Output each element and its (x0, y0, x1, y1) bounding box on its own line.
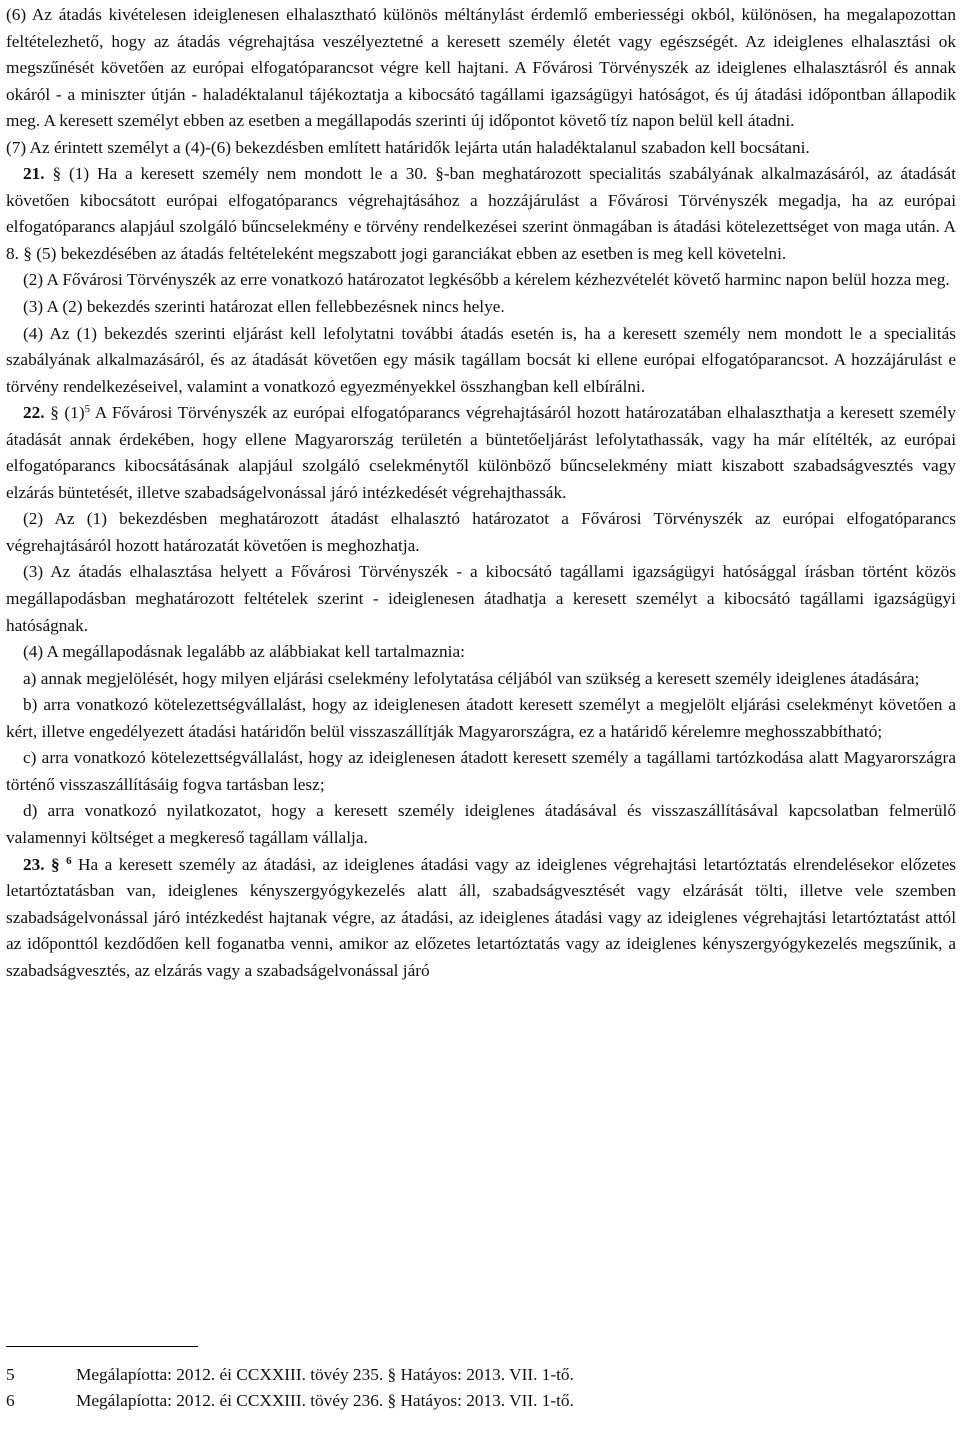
section-number: 22. (23, 403, 45, 423)
paragraph: (3) A (2) bekezdés szerinti határozat ellen fellebbezésnek nincs helye. (23, 297, 505, 317)
footnote (6, 1388, 956, 1414)
section-paragraph (6, 400, 956, 506)
footnote-text: Megálapíotta: 2012. éi CCXXIII. tövéy 235. § Hatáyos: 2013. VII. 1-tő. (76, 1365, 574, 1384)
paragraph: (4) Az (1) bekezdés szerinti eljárást kell lefolytatni további átadás esetén is, ha a keresett személy nem mondott le a specialitás szabályának alkalmazásáról, és az átadását követően egy másik tagállam bocsát ki ellene európai elfogatóparancsot. A hozzájárulást e törvény rendelkezéseivel, valamint a vonatkozó egyezményekkel összhangban kell elbírálni. (6, 323, 956, 396)
section-number: 21. (23, 164, 45, 184)
footnote-number: 6 (6, 1391, 15, 1410)
document-body (6, 2, 956, 984)
paragraph: (3) Az átadás elhalasztása helyett a Fővárosi Törvényszék - a kibocsátó tagállami igazságügyi hatósággal írásban történt közös megállapodásban meghatározott feltételek szerint - ideiglenesen átadhatja a keresett személyt a kibocsátó tagállami igazságügyi hatóságnak. (6, 562, 956, 635)
list-item: a) annak megjelölését, hogy milyen eljárási cselekmény lefolytatása céljából van szükség a keresett személy ideiglenes átadására; (23, 668, 920, 688)
list-item: d) arra vonatkozó nyilatkozatot, hogy a keresett személy ideiglenes átadásával és visszaszállításával kapcsolatban felmerülő valamennyi költséget a megkereső tagállam vállalja. (6, 801, 956, 847)
paragraph: (7) Az érintett személyt a (4)-(6) bekezdésben említett határidők lejárta után haladéktalanul szabadon kell bocsátani. (6, 137, 810, 157)
footnote-ref[interactable]: 6 (66, 854, 72, 867)
section-paragraph (6, 852, 956, 985)
footnote-number: 5 (6, 1365, 15, 1384)
paragraph: (4) A megállapodásnak legalább az alábbiakat kell tartalmaznia: (23, 642, 465, 662)
paragraph: (2) Az (1) bekezdésben meghatározott átadást elhalasztó határozatot a Fővárosi Törvényszék az európai elfogatóparancs végrehajtásáról hozott határozatát követően is meghozhatja. (6, 509, 956, 555)
list-item: c) arra vonatkozó kötelezettségvállalást, hogy az ideiglenesen átadott keresett személy a tagállami tartózkodása alatt Magyarországra történő visszaszállításáig fogva tartásban lesz; (6, 748, 956, 794)
section-paragraph (6, 161, 956, 267)
list-item: b) arra vonatkozó kötelezettségvállalást, hogy az ideiglenesen átadott keresett személyt a megjelölt eljárási cselekményt követően a kért, illetve engedélyezett átadási határidőn belül visszaszállítják Magyarországra, ez a határidő kérelemre meghosszabbítható; (6, 695, 956, 741)
paragraph-text: § (44, 854, 67, 874)
paragraph: (6) Az átadás kivételesen ideiglenesen elhalasztható különös méltánylást érdemlő emberiességi okból, különösen, ha megalapozottan feltételezhető, hogy az átadás végrehajtása veszélyeztetné a keresett személy életét vagy egészségét. Az ideiglenes elhalasztási ok megszűnését követően az európai elfogatóparancsot végre kell hajtani. A Fővárosi Törvényszék az ideiglenes elhalasztásról és annak okáról - a miniszter útján - haladéktalanul tájékoztatja a kibocsátó tagállami igazságügyi hatóságot, és új átadási időpontban állapodik meg. A keresett személyt ebben az esetben a megállapodás szerinti új időpontot követő tíz napon belül kell átadni. (6, 5, 956, 131)
footnote-ref[interactable]: 5 (84, 403, 91, 416)
paragraph-text: § (1) (44, 403, 85, 423)
paragraph-text: § (1) Ha a keresett személy nem mondott le a 30. §-ban meghatározott specialitás szabályának alkalmazásáról, az átadását követően kibocsátott európai elfogatóparancs végrehajtásához a hozzájárulást a Fővárosi Törvényszék megadja, ha az európai elfogatóparancs alapjául szolgáló bűncselekmény e törvény rendelkezései szerint önmagában is átadási kötelezettséget von maga után. A 8. § (5) bekezdésében az átadás feltételeként megszabott jogi garanciákat ebben az esetben is meg kell követelni. (6, 164, 956, 263)
footnote-text: Megálapíotta: 2012. éi CCXXIII. tövéy 236. § Hatáyos: 2013. VII. 1-tő. (76, 1391, 574, 1410)
section-number: 23. (23, 854, 45, 874)
footnotes (6, 1362, 956, 1414)
paragraph-text: Ha a keresett személy az átadási, az ideiglenes átadási vagy az ideiglenes végrehajtási letartóztatás elrendelésekor előzetes letartóztatásban van, ideiglenes kényszergyógykezelés alatt áll, szabadságvesztését vagy elzárását tölti, illetve vele szemben szabadságelvonással járó intézkedést hajtanak végre, az átadási, az ideiglenes átadási vagy az ideiglenes végrehajtási letartóztatást attól az időponttól kezdődően kell foganatba venni, amikor az előzetes letartóztatás vagy az ideiglenes kényszergyógykezelés megszűnik, a szabadságvesztés, az elzárás vagy a szabadságelvonással járó (6, 854, 956, 980)
paragraph-text: A Fővárosi Törvényszék az európai elfogatóparancs végrehajtásáról hozott határozatában elhalaszthatja a keresett személy átadását annak érdekében, hogy ellene Magyarország területén a büntetőeljárást lefolytathassák, vagy ha már elítélték, az európai elfogatóparancs kibocsátásának alapjául szolgáló cselekménytől különböző bűncselekmény miatt kiszabott szabadságvesztés vagy elzárás büntetését, illetve szabadságelvonással járó intézkedését végrehajthassák. (6, 403, 956, 502)
footnote-divider (6, 1346, 198, 1347)
paragraph: (2) A Fővárosi Törvényszék az erre vonatkozó határozatot legkésőbb a kérelem kézhezvételét követő harminc napon belül hozza meg. (23, 270, 950, 290)
footnote (6, 1362, 956, 1388)
